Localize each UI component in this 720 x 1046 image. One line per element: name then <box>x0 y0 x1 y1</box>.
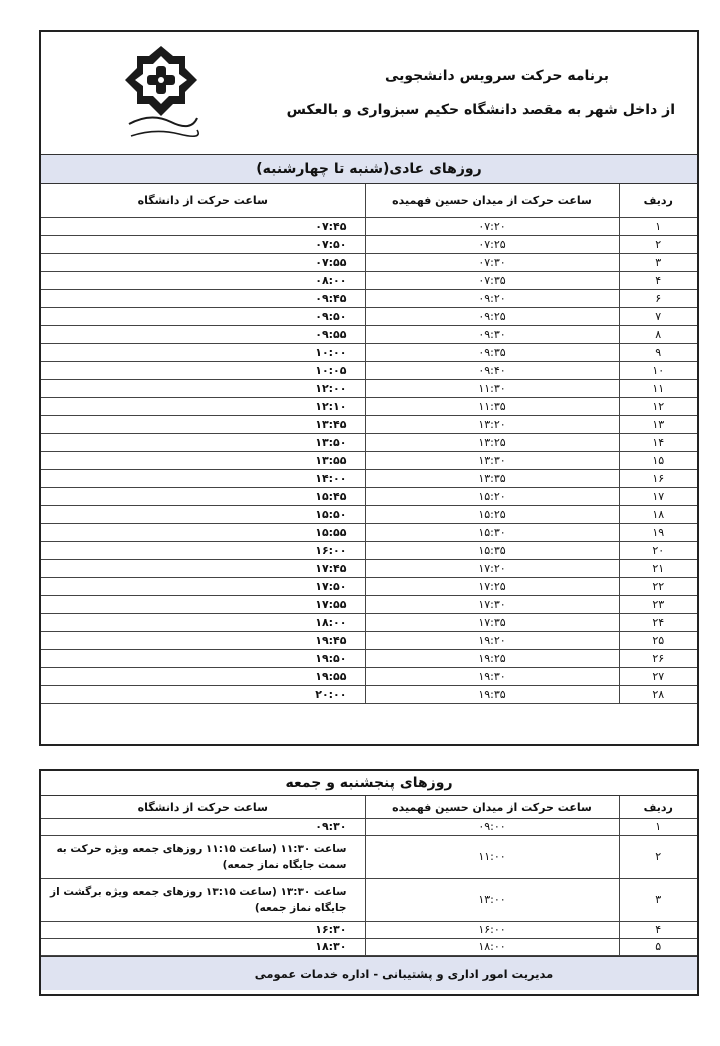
depart-square-time: ۱۷:۳۵ <box>365 614 619 632</box>
depart-square-time: ۰۹:۲۰ <box>365 290 619 308</box>
table-row <box>41 362 697 380</box>
depart-square-time: ۱۷:۲۰ <box>365 560 619 578</box>
row-number: ۵ <box>619 939 697 956</box>
table-row <box>41 614 697 632</box>
table-row <box>41 506 697 524</box>
row-number: ۴ <box>619 272 697 290</box>
depart-square-time: ۱۱:۳۰ <box>365 380 619 398</box>
depart-university-time: ۱۰:۰۰ <box>41 344 365 362</box>
depart-university-time: ۱۴:۰۰ <box>41 470 365 488</box>
row-number: ۲۱ <box>619 560 697 578</box>
row-number: ۲۵ <box>619 632 697 650</box>
table-row <box>41 452 697 470</box>
depart-square-time: ۱۳:۳۵ <box>365 470 619 488</box>
row-number: ۲ <box>619 236 697 254</box>
title-line-2: از داخل شهر به مقصد دانشگاه حکیم سبزواری و بالعکس <box>286 102 675 118</box>
depart-square-time: ۰۹:۳۰ <box>365 326 619 344</box>
table-row <box>41 290 697 308</box>
depart-university-time: ۰۹:۳۰ <box>41 819 365 836</box>
depart-university-time: ۰۹:۴۵ <box>41 290 365 308</box>
depart-square-time: ۰۷:۲۵ <box>365 236 619 254</box>
depart-university-time: ۱۸:۰۰ <box>41 614 365 632</box>
depart-university-time: ساعت ۱۳:۳۰ (ساعت ۱۳:۱۵ روزهای جمعه ویژه برگشت از جایگاه نماز جمعه) <box>41 879 365 922</box>
title-line-1: برنامه حرکت سرویس دانشجویی <box>384 68 609 84</box>
weekend-schedule-table <box>39 769 699 996</box>
footer-note: مدیریت امور اداری و پشتیبانی - اداره خدمات عمومی <box>41 956 697 990</box>
depart-square-time: ۱۳:۰۰ <box>365 879 619 922</box>
table-row <box>41 542 697 560</box>
table-row <box>41 380 697 398</box>
depart-university-time: ۰۹:۵۰ <box>41 308 365 326</box>
table-row <box>41 596 697 614</box>
depart-university-time: ۰۷:۴۵ <box>41 218 365 236</box>
depart-university-time: ساعت ۱۱:۳۰ (ساعت ۱۱:۱۵ روزهای جمعه ویژه حرکت به سمت جایگاه نماز جمعه) <box>41 836 365 879</box>
table-row <box>41 939 697 956</box>
depart-square-time: ۱۸:۰۰ <box>365 939 619 956</box>
row-number: ۱۵ <box>619 452 697 470</box>
depart-university-time: ۱۳:۵۰ <box>41 434 365 452</box>
depart-square-time: ۱۵:۳۵ <box>365 542 619 560</box>
depart-university-time: ۱۷:۵۰ <box>41 578 365 596</box>
row-number: ۲۶ <box>619 650 697 668</box>
row-number: ۱۷ <box>619 488 697 506</box>
table-row <box>41 470 697 488</box>
depart-university-time: ۱۷:۵۵ <box>41 596 365 614</box>
depart-square-time: ۱۷:۳۰ <box>365 596 619 614</box>
table-row <box>41 524 697 542</box>
university-logo <box>121 42 201 146</box>
regular-days-heading: روزهای عادی(شنبه تا چهارشنبه) <box>41 155 697 184</box>
depart-university-time: ۱۷:۴۵ <box>41 560 365 578</box>
table-row <box>41 236 697 254</box>
regular-schedule-table <box>39 30 699 746</box>
depart-university-time: ۱۳:۵۵ <box>41 452 365 470</box>
row-number: ۲۳ <box>619 596 697 614</box>
table-row <box>41 686 697 704</box>
depart-square-time: ۱۹:۳۵ <box>365 686 619 704</box>
table-row <box>41 632 697 650</box>
depart-university-time: ۱۹:۴۵ <box>41 632 365 650</box>
row-number: ۱۱ <box>619 380 697 398</box>
depart-university-time: ۱۸:۳۰ <box>41 939 365 956</box>
row-number: ۱ <box>619 819 697 836</box>
table-row <box>41 308 697 326</box>
depart-square-time: ۱۹:۳۰ <box>365 668 619 686</box>
col-depart-university: ساعت حرکت از دانشگاه <box>41 184 365 218</box>
col-depart-square: ساعت حرکت از میدان حسین فهمیده <box>365 184 619 218</box>
depart-square-time: ۱۷:۲۵ <box>365 578 619 596</box>
depart-square-time: ۱۳:۲۵ <box>365 434 619 452</box>
table-row <box>41 922 697 939</box>
depart-university-time: ۱۵:۵۵ <box>41 524 365 542</box>
depart-square-time: ۰۹:۲۵ <box>365 308 619 326</box>
row-number: ۱۰ <box>619 362 697 380</box>
table-row <box>41 434 697 452</box>
col-row-number: ردیف <box>619 796 697 819</box>
depart-university-time: ۱۳:۴۵ <box>41 416 365 434</box>
depart-university-time: ۱۹:۵۰ <box>41 650 365 668</box>
row-number: ۲ <box>619 836 697 879</box>
depart-square-time: ۱۵:۲۰ <box>365 488 619 506</box>
table-row <box>41 416 697 434</box>
depart-square-time: ۰۷:۲۰ <box>365 218 619 236</box>
depart-square-time: ۰۹:۴۰ <box>365 362 619 380</box>
depart-square-time: ۱۹:۲۵ <box>365 650 619 668</box>
depart-university-time: ۱۲:۰۰ <box>41 380 365 398</box>
depart-university-time: ۱۹:۵۵ <box>41 668 365 686</box>
row-number: ۲۴ <box>619 614 697 632</box>
table-row <box>41 326 697 344</box>
depart-square-time: ۱۶:۰۰ <box>365 922 619 939</box>
depart-square-time: ۰۷:۳۵ <box>365 272 619 290</box>
depart-square-time: ۱۹:۲۰ <box>365 632 619 650</box>
row-number: ۹ <box>619 344 697 362</box>
document-header <box>41 32 697 155</box>
table-row <box>41 879 697 922</box>
col-depart-university: ساعت حرکت از دانشگاه <box>41 796 365 819</box>
depart-square-time: ۱۳:۲۰ <box>365 416 619 434</box>
table-row <box>41 836 697 879</box>
table-row <box>41 819 697 836</box>
row-number: ۳ <box>619 879 697 922</box>
row-number: ۲۸ <box>619 686 697 704</box>
depart-square-time: ۱۵:۲۵ <box>365 506 619 524</box>
depart-square-time: ۰۹:۳۵ <box>365 344 619 362</box>
row-number: ۱۴ <box>619 434 697 452</box>
row-number: ۸ <box>619 326 697 344</box>
row-number: ۴ <box>619 922 697 939</box>
depart-square-time: ۰۷:۳۰ <box>365 254 619 272</box>
depart-square-time: ۰۹:۰۰ <box>365 819 619 836</box>
row-number: ۳ <box>619 254 697 272</box>
row-number: ۱۳ <box>619 416 697 434</box>
table-row <box>41 560 697 578</box>
row-number: ۶ <box>619 290 697 308</box>
depart-university-time: ۱۶:۰۰ <box>41 542 365 560</box>
depart-square-time: ۱۱:۰۰ <box>365 836 619 879</box>
depart-university-time: ۰۷:۵۰ <box>41 236 365 254</box>
col-depart-square: ساعت حرکت از میدان حسین فهمیده <box>365 796 619 819</box>
table-row <box>41 254 697 272</box>
row-number: ۱ <box>619 218 697 236</box>
depart-square-time: ۱۱:۳۵ <box>365 398 619 416</box>
depart-university-time: ۱۲:۱۰ <box>41 398 365 416</box>
table-row <box>41 668 697 686</box>
table-row <box>41 218 697 236</box>
row-number: ۲۲ <box>619 578 697 596</box>
row-number: ۱۶ <box>619 470 697 488</box>
row-number: ۱۲ <box>619 398 697 416</box>
depart-square-time: ۱۳:۳۰ <box>365 452 619 470</box>
row-number: ۷ <box>619 308 697 326</box>
table-row <box>41 398 697 416</box>
row-number: ۱۹ <box>619 524 697 542</box>
table-row <box>41 650 697 668</box>
depart-university-time: ۱۰:۰۵ <box>41 362 365 380</box>
table-row <box>41 578 697 596</box>
depart-university-time: ۲۰:۰۰ <box>41 686 365 704</box>
table-row <box>41 344 697 362</box>
depart-university-time: ۱۵:۴۵ <box>41 488 365 506</box>
col-row-number: ردیف <box>619 184 697 218</box>
depart-university-time: ۱۵:۵۰ <box>41 506 365 524</box>
row-number: ۱۸ <box>619 506 697 524</box>
row-number: ۲۰ <box>619 542 697 560</box>
table-row <box>41 272 697 290</box>
depart-university-time: ۰۸:۰۰ <box>41 272 365 290</box>
weekend-heading: روزهای پنجشنبه و جمعه <box>41 771 697 796</box>
depart-square-time: ۱۵:۳۰ <box>365 524 619 542</box>
depart-university-time: ۰۹:۵۵ <box>41 326 365 344</box>
depart-university-time: ۰۷:۵۵ <box>41 254 365 272</box>
table-row <box>41 488 697 506</box>
row-number: ۲۷ <box>619 668 697 686</box>
depart-university-time: ۱۶:۳۰ <box>41 922 365 939</box>
